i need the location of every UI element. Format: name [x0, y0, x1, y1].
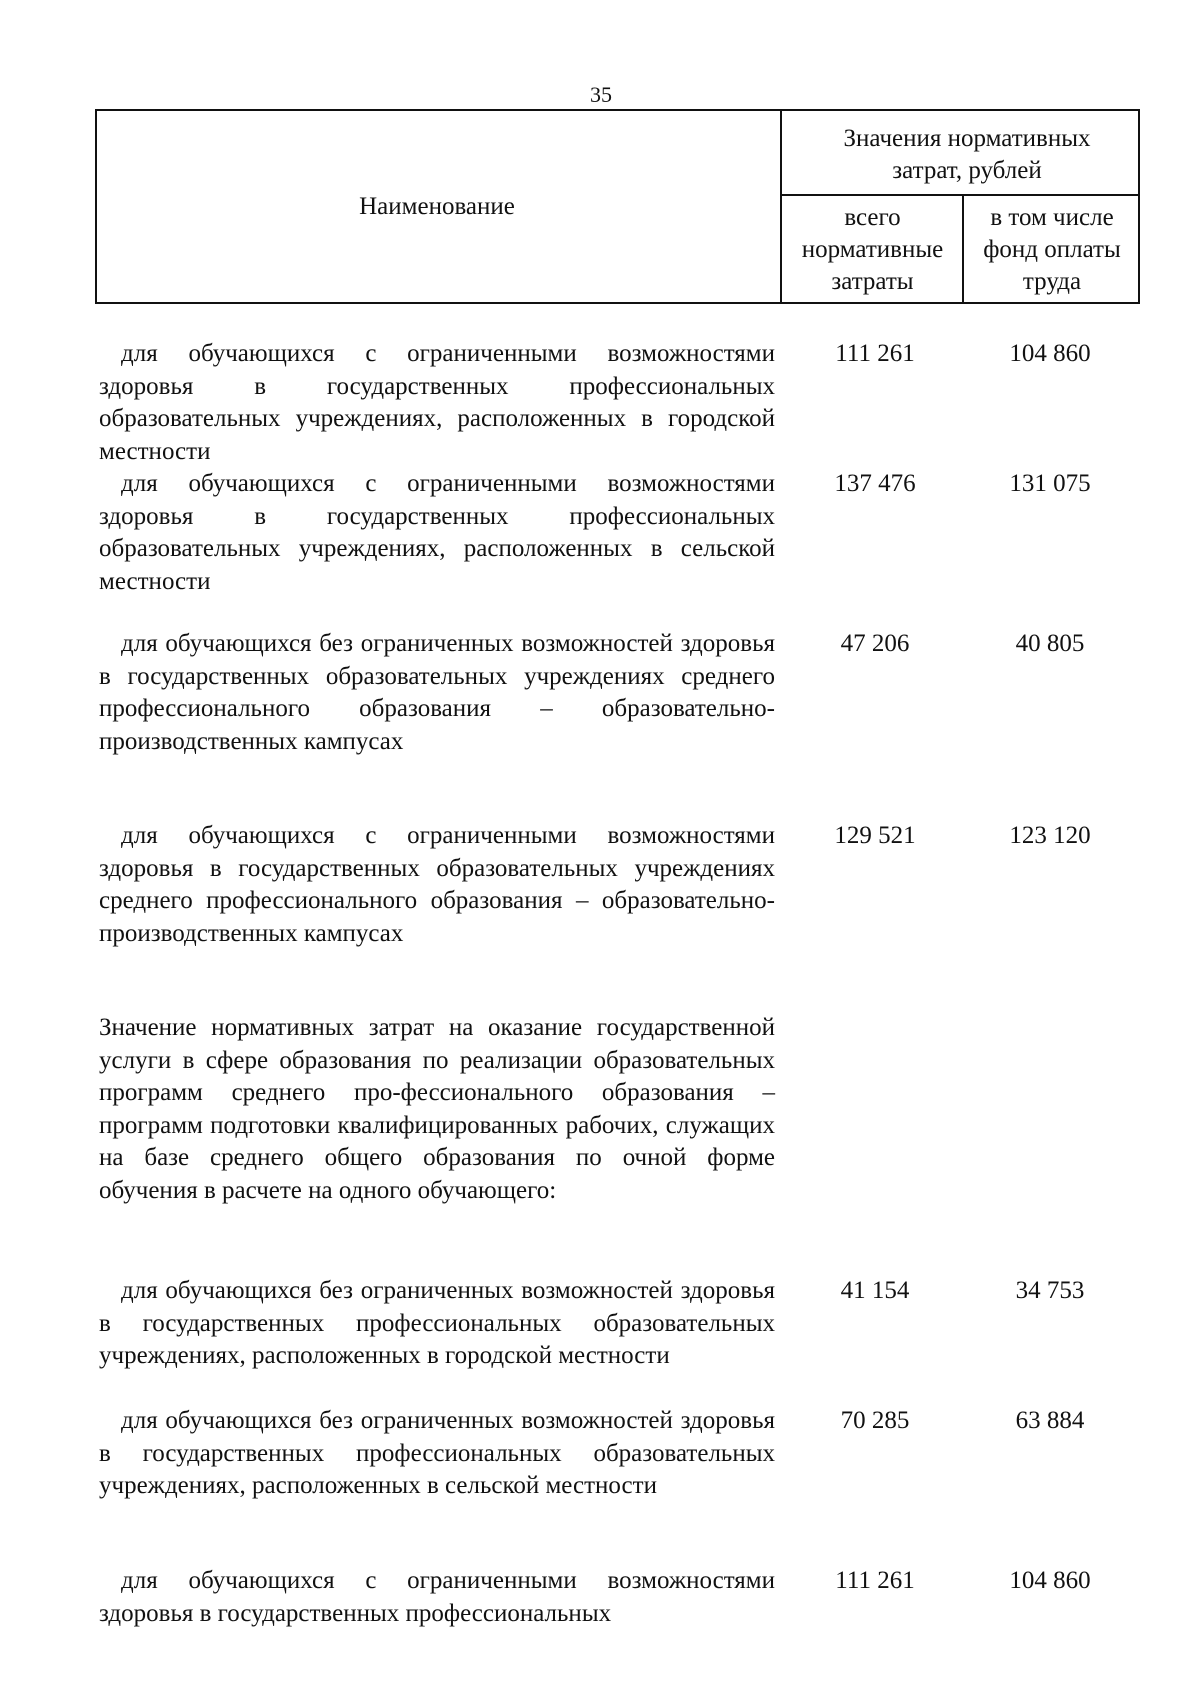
table-row-name: для обучающихся с ограниченными возможностями здоровья в государственных образовательных учреждениях среднего профессионального образования – образовательно-производственных кампусах — [99, 822, 775, 947]
table-row-name: для обучающихся с ограниченными возможностями здоровья в государственных профессиональных — [99, 1567, 775, 1627]
table-row-name: для обучающихся с ограниченными возможностями здоровья в государственных профессиональных образовательных учреждениях, расположенных в городской местности — [99, 340, 775, 465]
page-number: 35 — [590, 82, 612, 107]
column-divider — [780, 111, 782, 302]
table-header — [95, 109, 1140, 304]
total-costs-value: 129 521 — [834, 822, 916, 849]
total-costs-header: всего нормативные затраты — [801, 204, 944, 295]
wage-fund-value: 131 075 — [1009, 470, 1091, 497]
table-row-name: для обучающихся без ограниченных возможностей здоровья в государственных профессиональных образовательных учреждениях, расположенных в сельской местности — [99, 1407, 775, 1499]
total-costs-value: 111 261 — [835, 1567, 915, 1594]
table-row-name: для обучающихся без ограниченных возможностей здоровья в государственных профессиональных образовательных учреждениях, расположенных в городской местности — [99, 1277, 775, 1369]
wage-fund-value: 63 884 — [1015, 1407, 1085, 1434]
wage-fund-value: 104 860 — [1009, 1567, 1091, 1594]
values-group-header: Значения нормативных затрат, рублей — [843, 125, 1091, 184]
total-costs-value: 47 206 — [840, 630, 910, 657]
table-row-name: для обучающихся с ограниченными возможностями здоровья в государственных профессиональных образовательных учреждениях, расположенных в сельской местности — [99, 470, 775, 595]
wage-fund-header: в том числе фонд оплаты труда — [983, 204, 1121, 295]
total-costs-value: 111 261 — [835, 340, 915, 367]
wage-fund-value: 123 120 — [1009, 822, 1091, 849]
table-row-name: для обучающихся без ограниченных возможностей здоровья в государственных образовательных учреждениях среднего профессионального образования – образовательно-производственных кампусах — [99, 630, 775, 755]
header-row-divider — [780, 194, 1138, 196]
name-column-header: Наименование — [359, 193, 515, 220]
wage-fund-value: 104 860 — [1009, 340, 1091, 367]
wage-fund-value: 40 805 — [1015, 630, 1085, 657]
section-paragraph: Значение нормативных затрат на оказание государственной услуги в сфере образования по реализации образовательных программ среднего про-фессионального образования – программ подготовки квалифицированных рабочих, служащих на базе среднего общего образования по очной форме обучения в расчете на одного обучающего: — [99, 1014, 775, 1204]
wage-fund-value: 34 753 — [1015, 1277, 1085, 1304]
total-costs-value: 70 285 — [840, 1407, 910, 1434]
subcolumn-divider — [962, 194, 964, 302]
total-costs-value: 137 476 — [834, 470, 916, 497]
total-costs-value: 41 154 — [840, 1277, 910, 1304]
